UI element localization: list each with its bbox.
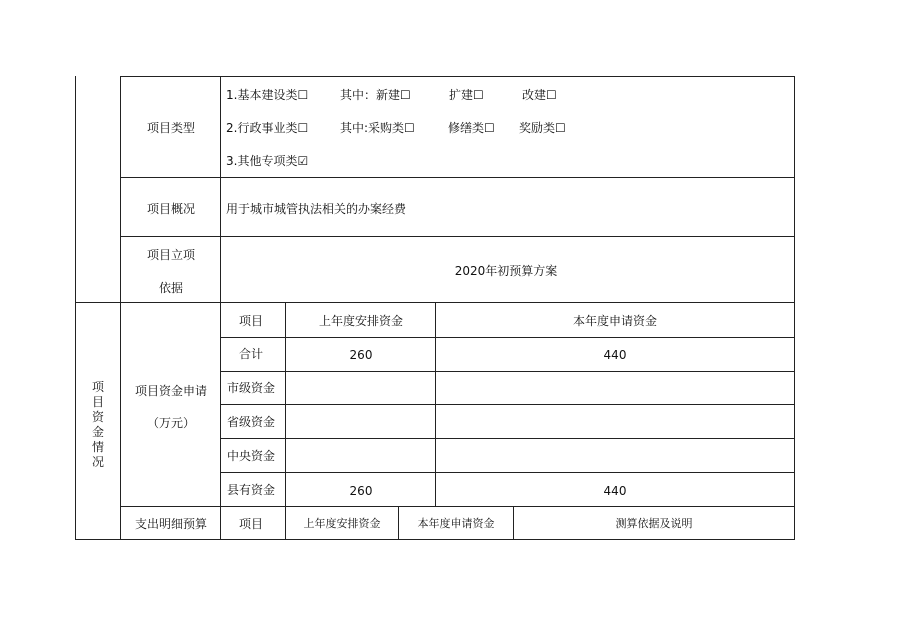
funds-header-curr: 本年度申请资金 (572, 314, 658, 328)
type-option-expand: 扩建☐ (449, 88, 484, 102)
funds-row-name: 省级资金 (226, 415, 276, 429)
type-option-capital: 1.基本建设类☐ (226, 88, 309, 102)
expense-header-prev: 上年度安排资金 (303, 517, 381, 530)
row-divider (120, 506, 795, 507)
table-border-right (794, 76, 795, 540)
expense-label: 支出明细预算 (134, 517, 208, 531)
basis-value: 2020年初预算方案 (454, 264, 558, 278)
expense-header-curr: 本年度申请资金 (417, 517, 495, 530)
funds-label-line1: 项目资金申请 (134, 384, 208, 398)
overview-label: 项目概况 (146, 202, 196, 216)
column-divider (220, 76, 221, 540)
funds-row-name: 市级资金 (226, 381, 276, 395)
funds-group-label-char: 情 (91, 440, 104, 454)
type-option-reward: 奖励类☐ (519, 121, 566, 135)
column-divider (398, 506, 399, 540)
column-divider (435, 302, 436, 506)
expense-header-item: 项目 (238, 517, 264, 531)
funds-group-label-char: 金 (91, 425, 104, 439)
funds-header-prev: 上年度安排资金 (318, 314, 404, 328)
type-option-new: 其中：新建☐ (340, 88, 411, 102)
row-divider (220, 438, 795, 439)
funds-row-curr: 440 (603, 348, 627, 362)
row-divider (220, 404, 795, 405)
type-option-admin: 2.行政事业类☐ (226, 121, 309, 135)
funds-group-label-text (91, 380, 105, 470)
funds-header-item: 项目 (238, 314, 264, 328)
column-divider (120, 76, 121, 540)
project-type-label: 项目类型 (146, 121, 196, 135)
funds-row-prev: 260 (349, 484, 373, 498)
funds-row-name: 合计 (238, 347, 264, 361)
type-option-rebuild: 改建☐ (522, 88, 557, 102)
table-border-bottom (75, 539, 795, 540)
funds-row-name: 中央资金 (226, 449, 276, 463)
expense-header-basis: 测算依据及说明 (615, 517, 693, 530)
type-option-repair: 修缮类☐ (448, 121, 495, 135)
row-divider (220, 337, 795, 338)
funds-group-label-char: 资 (91, 410, 104, 424)
funds-group-label-char: 况 (91, 455, 104, 469)
row-divider (220, 371, 795, 372)
row-divider (120, 177, 795, 178)
table-border-left (75, 76, 76, 540)
funds-group-label-char: 项 (91, 380, 104, 394)
funds-row-name: 县有资金 (226, 483, 276, 497)
column-divider (285, 302, 286, 540)
basis-label-line1: 项目立项 (146, 248, 196, 262)
overview-value: 用于城市城管执法相关的办案经费 (226, 202, 407, 216)
type-option-other-special: 3.其他专项类☑ (226, 154, 309, 168)
funds-row-curr: 440 (603, 484, 627, 498)
type-option-purchase: 其中:采购类☐ (340, 121, 415, 135)
column-divider (513, 506, 514, 540)
basis-label-line2: 依据 (158, 281, 184, 295)
row-divider (120, 236, 795, 237)
funds-row-prev: 260 (349, 348, 373, 362)
funds-group-label (91, 380, 105, 470)
funds-label-line2: （万元） (146, 416, 196, 430)
row-divider (220, 472, 795, 473)
funds-group-label-char: 目 (91, 395, 104, 409)
table-border-top (120, 76, 795, 77)
